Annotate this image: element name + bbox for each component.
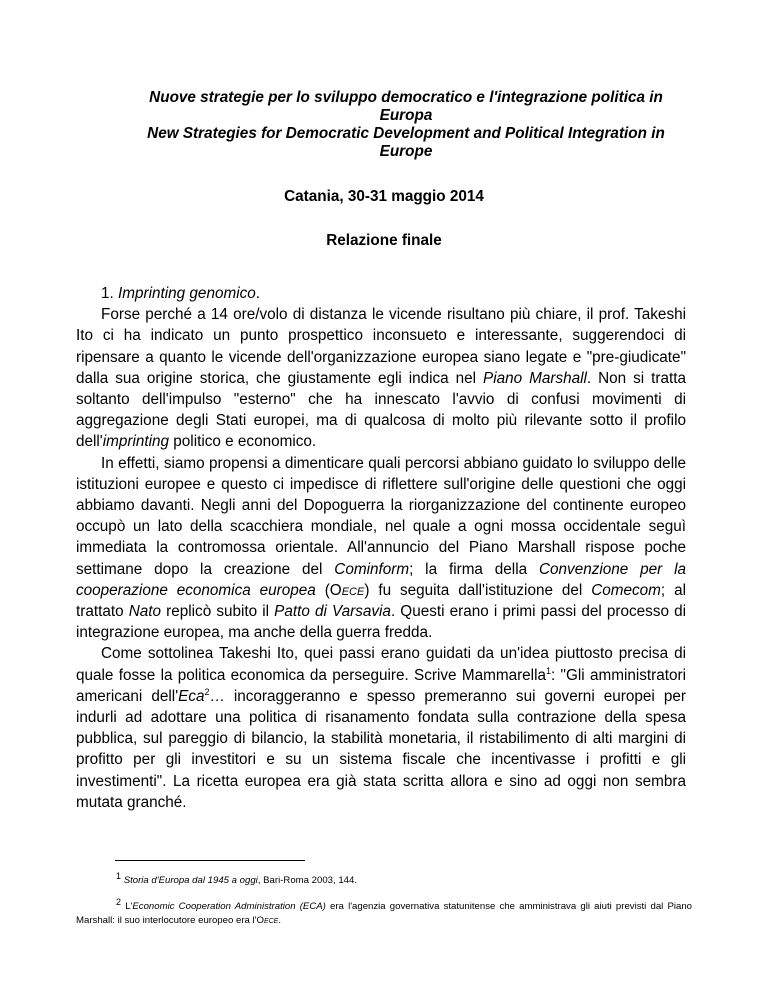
footnote-ref-1[interactable]: 1 <box>545 665 551 676</box>
footnotes <box>76 870 692 940</box>
title-italian-line2: Europa <box>379 107 433 124</box>
footnote-2: $^2$ L'Economic Cooperation Administration (ECA) era l'agenzia governativa statunitense che amministrava gli aiuti previsti dal Piano Marshall: il suo interlocutore europeo era l'Oece. <box>76 896 692 926</box>
body-text <box>76 283 686 813</box>
paragraph-1: Forse perché a 14 ore/volo di distanza le vicende risultano più chiare, il prof. Takeshi Ito ci ha indicato un punto prospettico inconsueto e interessante, suggerendoci di ripensare a quanto le vicende dell'organizzazione europea siano legate e "pre-giudicate" dalla sua origine storica, che giustamente egli indica nel Piano Marshall. Non si tratta soltanto dell'impulso "esterno" che ha innescato l'avvio di confusi movimenti di aggregazione degli Stati europei, ma di qualcosa di molto più rilevante sotto il profilo dell'imprinting politico e economico. <box>76 306 686 451</box>
title-english-line1: New Strategies for Democratic Development and Political Integration in <box>147 125 665 142</box>
conference-title <box>128 89 684 161</box>
section-heading: 1. Imprinting genomico. <box>101 285 261 302</box>
title-english-line2: Europe <box>379 143 433 160</box>
footnote-separator <box>115 860 305 861</box>
paragraph-3: Come sottolinea Takeshi Ito, quei passi erano guidati da un'idea piuttosto precisa di quale fosse la politica economica da perseguire. Scrive Mammarella$^1$: "Gli amministratori americani dell'Eca$^2$… incoraggeranno e spesso premeranno sui governi europei per indurli ad adottare una politica di risanamento fondata sulla contrazione della spesa pubblica, sul pareggio di bilancio, la stabilità monetaria, il ristabilimento di alti margini di profitto per gli investitori e su un sistema fiscale che incentivasse i profitti e gli investimenti". La ricetta europea era già stata scritta allora e sino ad oggi non sembra mutata granché. <box>76 645 686 811</box>
place-date: Catania, 30-31 maggio 2014 <box>284 188 484 205</box>
paragraph-2: In effetti, siamo propensi a dimenticare quali percorsi abbiano guidato lo sviluppo delle istituzioni europee e questo ci impedisce di riflettere sull'origine delle questioni che oggi abbiamo davanti. Negli anni del Dopoguerra la riorganizzazione del continente europeo occupò un lato della scacchiera mondiale, nel quale a ogni mossa occidentale seguì immediata la contromossa orientale. All'annuncio del Piano Marshall rispose poche settimane dopo la creazione del Cominform; la firma della Convenzione per la cooperazione economica europea (Oece) fu seguita dall'istituzione del Comecom; al trattato Nato replicò subito il Patto di Varsavia. Questi erano i primi passi del processo di integrazione europea, ma anche della guerra fredda. <box>76 454 687 642</box>
footnote-ref-2[interactable]: 2 <box>204 686 210 697</box>
section-heading-title: Imprinting genomico <box>118 285 256 302</box>
footnote-1: $^1$ Storia d'Europa dal 1945 a oggi, Bari-Roma 2003, 144. <box>116 870 358 886</box>
report-title: Relazione finale <box>326 232 442 249</box>
title-italian-line1: Nuove strategie per lo sviluppo democratico e l'integrazione politica in <box>149 89 663 106</box>
